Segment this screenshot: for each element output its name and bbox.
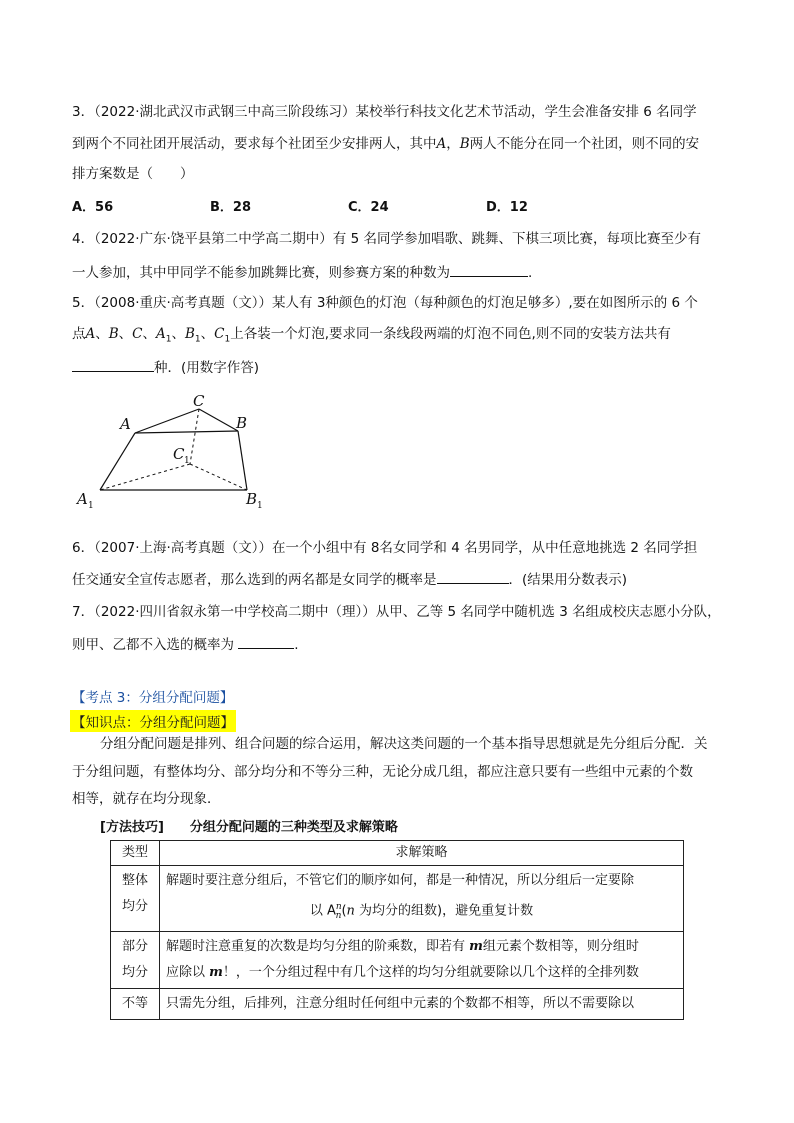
q4-line2 [72, 262, 532, 282]
table-row [111, 931, 684, 988]
header-type: 类型 [111, 841, 160, 866]
sep: 、 [200, 326, 215, 342]
strategy-text: 解题时要注意分组后，不管它们的顺序如何，都是一种情况，所以分组后一定要除 [166, 873, 635, 888]
label-b: B [236, 414, 248, 432]
option-b[interactable]: B．28 [210, 200, 251, 215]
q3-text2: 两人不能分在同一个社团，则不同的安 [469, 136, 700, 152]
table-header-row [111, 841, 684, 866]
text: 应除以 [166, 964, 210, 980]
sub-1: 1 [165, 334, 172, 345]
type-cell [111, 931, 160, 988]
strategy-cell [160, 866, 684, 932]
sep: 、 [95, 326, 109, 342]
text: ！，一个分组过程中有几个这样的均匀分组就要除以几个这样的全排列数 [222, 964, 639, 980]
point-a: A [85, 326, 96, 342]
label-b1: B [246, 490, 258, 508]
q7-line2 [72, 634, 299, 654]
type-text: 整体 [121, 873, 148, 888]
q5-line3 [72, 357, 259, 377]
section-heading: 【考点 3：分组分配问题】 [72, 690, 234, 706]
knowledge-label: 【知识点：分组分配问题】 [70, 710, 236, 732]
para-line3: 相等，就存在均分现象． [72, 791, 221, 807]
point-b: B [108, 326, 119, 342]
label-a1: A [77, 490, 88, 508]
q7-text: 则甲、乙都不入选的概率为 [72, 637, 239, 653]
type-text: 均分 [121, 964, 148, 980]
q7-line1: 7．（2022·四川省叙永第一中学校高二期中（理））从甲、乙等 5 名同学中随机选 3 名组成校庆志愿小分队， [72, 604, 721, 620]
q5-point-label: 点 [72, 326, 86, 342]
table-row [111, 988, 684, 1019]
q5-text3: 种．(用数字作答) [154, 360, 260, 376]
q4-line1: 4．（2022·广东·饶平县第二中学高二期中）有 5 名同学参加唱歌、跳舞、下棋三项比赛，每项比赛至少有 [72, 231, 701, 247]
var-m: m [469, 938, 483, 954]
var-b: B [459, 136, 470, 152]
type-text: 部分 [121, 938, 148, 954]
sep: 、 [118, 326, 133, 342]
strategy-text [166, 934, 677, 960]
sep: 、 [142, 326, 157, 342]
text: 解题时注意重复的次数是均匀分组的阶乘数，即若有 [166, 938, 470, 954]
label-c1: C [173, 445, 185, 463]
strategy-cell [160, 931, 684, 988]
sup: n [335, 902, 342, 912]
q4-text: 一人参加，其中甲同学不能参加跳舞比赛，则参赛方案的种数为 [72, 265, 450, 281]
strategy-table [110, 840, 684, 1020]
q5-line2 [72, 325, 671, 349]
edge-ab [135, 431, 238, 433]
edge-cb [199, 409, 238, 431]
q3-line1: 3．（2022·湖北武汉市武钢三中高三阶段练习）某校举行科技文化艺术节活动，学生会准备安排 6 名同学 [72, 104, 697, 120]
sub: n [335, 910, 342, 921]
q6-line2 [72, 569, 627, 589]
var-n: n [346, 903, 355, 919]
type-cell: 不等 [111, 988, 160, 1019]
q4-end: . [528, 265, 533, 281]
answer-blank[interactable] [450, 262, 528, 277]
q5-line1: 5．（2008·重庆·高考真题（文））某人有 3种颜色的灯泡（每种颜色的灯泡足够多）,要在如图所示的 6 个 [72, 295, 698, 311]
strategy-text [166, 894, 677, 929]
strategy-text [166, 960, 677, 986]
sub-b1: 1 [257, 501, 263, 511]
method-title: [方法技巧] 分组分配问题的三种类型及求解策略 [100, 820, 398, 835]
sep: 、 [171, 326, 185, 342]
strategy-cell: 只需先分组，后排列，注意分组时任何组中元素的个数都不相等，所以不需要除以 [160, 988, 684, 1019]
q3-line2 [72, 135, 699, 153]
text: 为均分的组数)，避免重复计数 [354, 903, 534, 919]
point-b1: B [185, 326, 195, 342]
q5-text: 上各装一个灯泡,要求同一条线段两端的灯泡不同色,则不同的安装方法共有 [230, 326, 671, 342]
option-c[interactable]: C．24 [348, 200, 389, 215]
answer-blank[interactable] [437, 569, 509, 584]
type-cell [111, 866, 160, 932]
text: 组元素个数相等，则分组时 [482, 938, 639, 954]
point-c: C [132, 326, 143, 342]
edge-c1b1 [190, 464, 247, 490]
point-a1: A [156, 326, 166, 342]
edge-cc1 [190, 409, 199, 464]
answer-blank[interactable] [72, 357, 154, 372]
option-d[interactable]: D．12 [486, 200, 528, 215]
sub-1: 1 [194, 334, 201, 345]
type-text: 均分 [121, 899, 148, 914]
edge-ac [135, 409, 199, 433]
option-a[interactable]: A．56 [72, 200, 114, 215]
para-line2: 于分组问题，有整体均分、部分均分和不等分三种，无论分成几组，都应注意只要有一些组中元素的个数 [72, 764, 693, 780]
label-c: C [193, 392, 205, 410]
var-a: A [436, 136, 447, 152]
var-m: m [209, 964, 223, 980]
sub-a1: 1 [88, 501, 94, 511]
q6-text: 任交通安全宣传志愿者，那么选到的两名都是女同学的概率是 [72, 572, 437, 588]
q6-text2: ．(结果用分数表示) [508, 572, 628, 588]
label-a: A [120, 415, 131, 433]
text: 以 A [309, 903, 336, 919]
point-c1: C [214, 326, 225, 342]
comma: ， [446, 136, 460, 152]
q3-line3: 排方案数是（ ） [72, 166, 194, 182]
edge-bb1 [238, 431, 247, 490]
q6-line1: 6．（2007·上海·高考真题（文））在一个小组中有 8名女同学和 4 名男同学，从中任意地挑选 2 名同学担 [72, 540, 698, 556]
q7-end: . [294, 637, 299, 653]
sub-c1: 1 [184, 456, 190, 466]
sub-1: 1 [224, 334, 231, 345]
header-strategy: 求解策略 [160, 841, 684, 866]
q3-text: 到两个不同社团开展活动，要求每个社团至少安排两人，其中 [72, 136, 437, 152]
table-row [111, 866, 684, 932]
para-line1: 分组分配问题是排列、组合问题的综合运用，解决这类问题的一个基本指导思想就是先分组后分配．关 [100, 736, 708, 752]
frustum-figure [72, 390, 282, 515]
answer-blank[interactable] [238, 634, 294, 649]
text: ( [341, 903, 347, 919]
